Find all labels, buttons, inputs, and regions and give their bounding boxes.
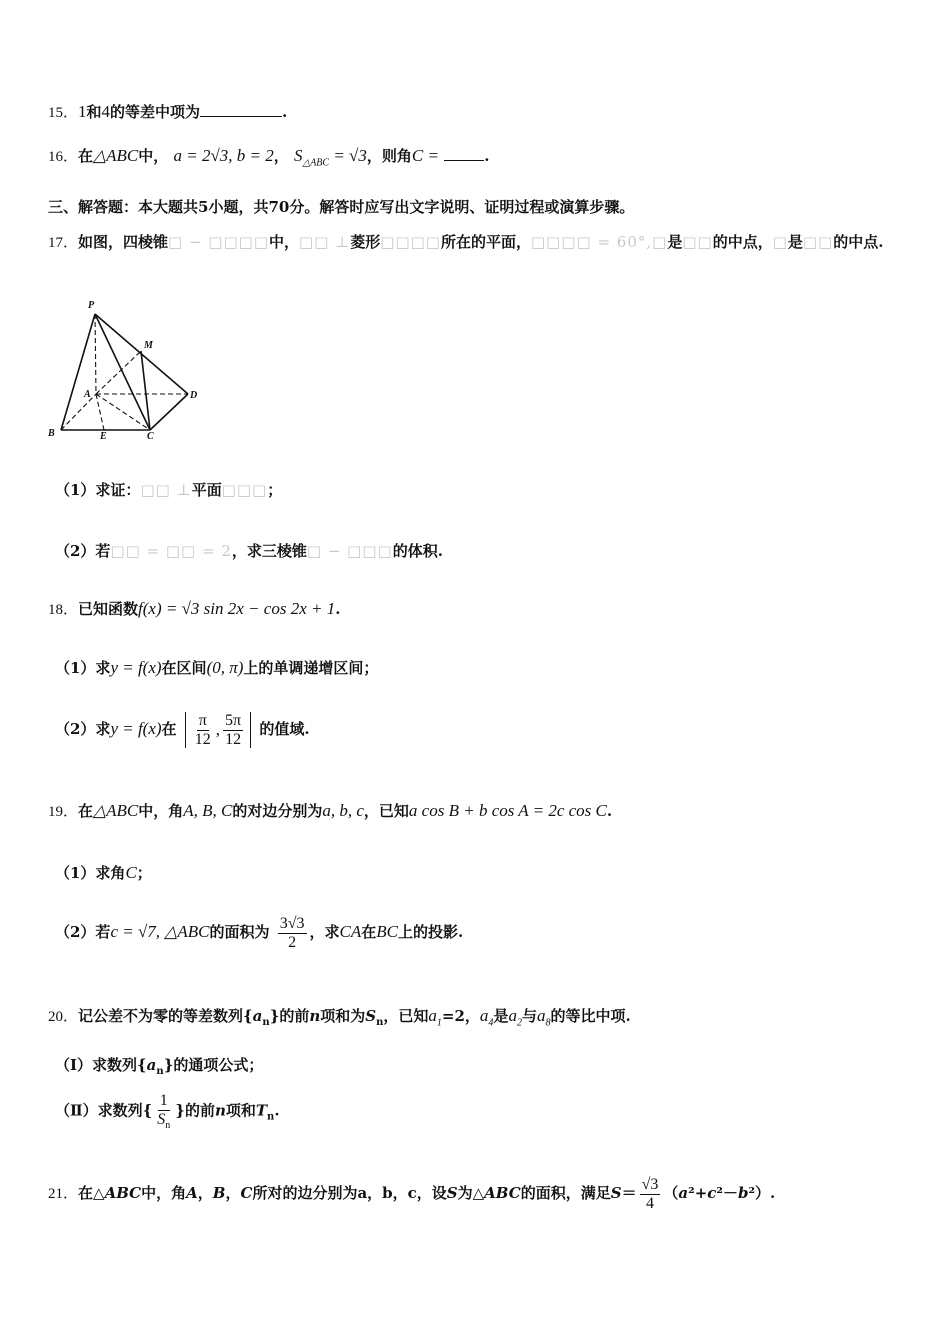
question-20: 20．记公差不为零的等差数列$\{a_n\}$的前n项和为$S_n$，已知$a_1=2$，$a_4$是$a_2$与$a_8$的等比中项. <box>48 1006 631 1029</box>
edge-MC <box>141 351 150 430</box>
question-17: 17．如图，四棱锥□ − □□□□中，□□ ⊥菱形□□□□所在的平面，□□□□ = 60°,□是□□的中点，□是□□的中点. <box>48 233 884 251</box>
interval-bracket: $\frac{\pi}{12}$ , $\frac{5\pi}{12}$ <box>185 712 251 748</box>
question-19-part-1: （1）求角C； <box>55 863 152 882</box>
answer-blank[interactable] <box>444 145 484 161</box>
question-18-part-2: （2）求y = f(x)在 $\frac{\pi}{12}$ , $\frac{5\pi}{12}$ 的值域. <box>55 712 310 748</box>
pyramid-figure <box>44 294 214 444</box>
section-heading: 三、解答题：本大题共5小题，共70分。解答时应写出文字说明、证明过程或演算步骤。 <box>48 198 635 216</box>
label-A: A <box>84 389 91 400</box>
label-M: M <box>144 340 153 351</box>
question-20-part-2: （Ⅱ）求数列{ $\frac{1}{S_n}$ }的前n项和$T_n$. <box>55 1092 280 1131</box>
edge-AE <box>96 394 104 430</box>
question-21: 21．在△ABC中，角A，B，C所对的边分别为a，b，c，设S为△ABC的面积，满足S＝ $\frac{√3}{4}$ （a²+c²－b²）. <box>48 1176 776 1212</box>
label-B: B <box>48 428 55 439</box>
question-18: 18．已知函数f(x) = √3 sin 2x − cos 2x + 1. <box>48 599 341 618</box>
question-17-part-2: （2）若□□ = □□ = 2，求三棱锥□ − □□□的体积. <box>55 542 443 560</box>
question-17-part-1: （1）求证：□□ ⊥平面□□□； <box>55 481 283 499</box>
edge-AM <box>96 351 141 394</box>
label-D: D <box>190 390 198 401</box>
fraction-sqrt3-over-4: $\frac{√3}{4}$ <box>641 1176 659 1212</box>
question-19-part-2: （2）若c = √7, △ABC的面积为 $\frac{3√3}{2}$ ，求CA在BC上的投影. <box>55 915 464 951</box>
edge-CD <box>150 394 188 430</box>
question-20-part-1: （Ⅰ）求数列$\{a_n\}$的通项公式； <box>55 1056 264 1077</box>
label-P: P <box>88 300 95 311</box>
fraction-pi-12: $\frac{\pi}{12}$ <box>194 712 211 748</box>
question-15: 15．1和4的等差中项为 . <box>48 102 288 121</box>
area-S: $S_{\triangle ABC} = √3$ <box>294 146 367 169</box>
question-16: 16．在△ABC中， a = 2√3, b = 2， $S_{\triangle ABC} = √3$，则角C = . <box>48 146 490 169</box>
label-E: E <box>100 431 107 442</box>
answer-blank[interactable] <box>200 101 282 117</box>
fraction-area: $\frac{3√3}{2}$ <box>279 915 305 951</box>
edge-PC <box>95 314 150 430</box>
fraction-1-over-Sn: $\frac{1}{S_n}$ <box>157 1092 171 1131</box>
question-19: 19．在△ABC中，角A, B, C的对边分别为a, b, c，已知a cos B + b cos A = 2c cos C. <box>48 801 613 820</box>
edge-PA <box>95 314 96 394</box>
fraction-5pi-12: $\frac{5\pi}{12}$ <box>225 712 242 748</box>
label-C: C <box>147 431 154 442</box>
question-18-part-1: （1）求y = f(x)在区间(0, π)上的单调递增区间； <box>55 658 379 677</box>
